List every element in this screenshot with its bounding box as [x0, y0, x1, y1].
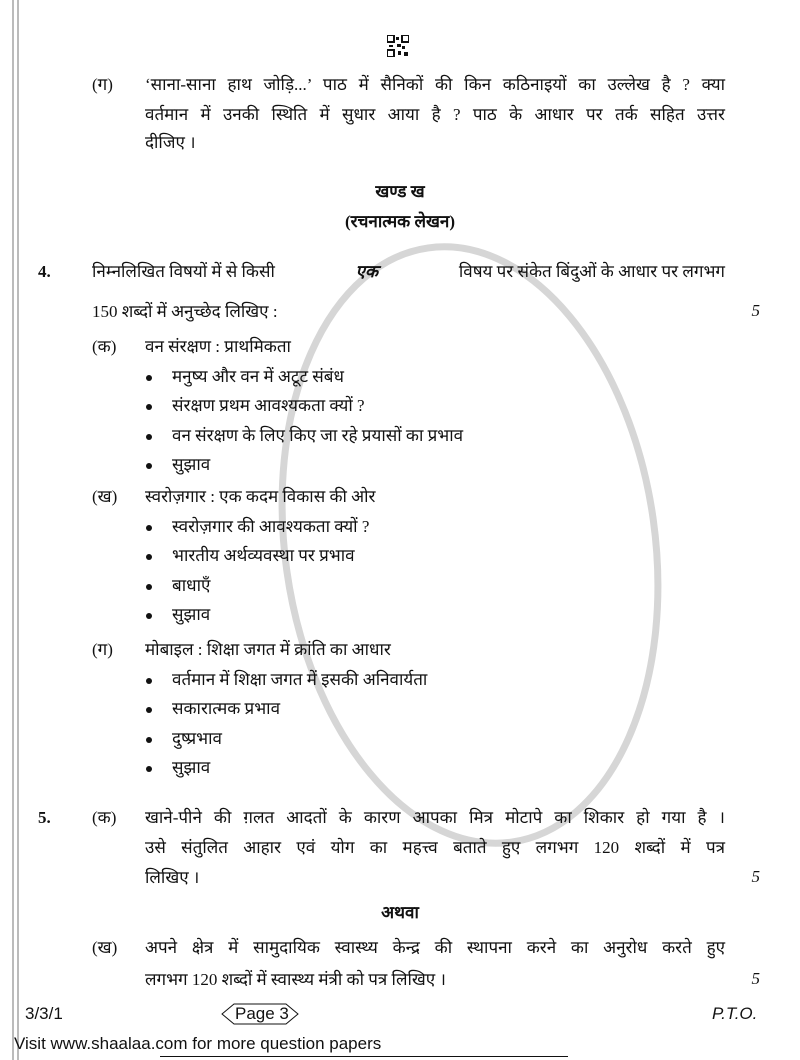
pto-label: P.T.O.	[712, 1004, 758, 1023]
bullet-icon	[146, 707, 152, 713]
question-text: लिखिए ।	[145, 868, 200, 887]
option-title: वन संरक्षण : प्राथमिकता	[145, 337, 291, 356]
question-text: अपने क्षेत्र में सामुदायिक स्वास्थ्य केन्द्र की स्थापना करने का अनुरोध करते हुए	[145, 938, 725, 957]
question-text: लगभग 120 शब्दों में स्वास्थ्य मंत्री को पत्र लिखिए ।	[145, 970, 446, 989]
bullet-icon	[146, 375, 152, 381]
bullet-point: बाधाएँ	[172, 576, 211, 595]
footer-rule	[160, 1056, 568, 1057]
question-text: उसे संतुलित आहार एवं योग का महत्त्व बताते हुए लगभग 120 शब्दों में पत्र	[145, 838, 725, 857]
bullet-icon	[146, 737, 152, 743]
question-number: 5.	[38, 808, 51, 827]
page-number: Page 3	[235, 1004, 289, 1023]
qr-code-icon	[387, 35, 409, 57]
question-text: खाने-पीने की ग़लत आदतों के कारण आपका मित्र मोटापे का शिकार हो गया है ।	[145, 808, 725, 827]
question-text-end: विषय पर संकेत बिंदुओं के आधार पर लगभग	[458, 262, 725, 281]
section-subtitle: (रचनात्मक लेखन)	[344, 212, 456, 231]
option-label: (ख)	[92, 487, 118, 506]
option-title: मोबाइल : शिक्षा जगत में क्रांति का आधार	[145, 640, 391, 659]
bullet-point: दुष्प्रभाव	[172, 729, 222, 748]
or-label: अथवा	[381, 903, 419, 922]
question-part-label: (ख)	[92, 938, 118, 957]
bullet-point: स्वरोज़गार की आवश्यकता क्यों ?	[172, 517, 370, 536]
question-text: दीजिए ।	[145, 133, 196, 152]
bullet-icon	[146, 554, 152, 560]
question-text: ‘साना-साना हाथ जोड़ि...’ पाठ में सैनिकों की किन कठिनाइयों का उल्लेख है ? क्या	[145, 75, 725, 94]
marks: 5	[751, 867, 760, 886]
bullet-point: संरक्षण प्रथम आवश्यकता क्यों ?	[172, 396, 365, 415]
question-number: 4.	[38, 262, 51, 281]
margin-rule	[12, 0, 14, 1060]
bullet-icon	[146, 404, 152, 410]
bullet-point: वन संरक्षण के लिए किए जा रहे प्रयासों का प्रभाव	[172, 426, 464, 445]
bullet-point: सुझाव	[172, 605, 211, 624]
option-label: (क)	[92, 337, 117, 356]
paper-code: 3/3/1	[25, 1004, 63, 1023]
section-title: खण्ड ख	[375, 182, 425, 201]
question-text: वर्तमान में उनकी स्थिति में सुधार आया है ? पाठ के आधार पर तर्क सहित उत्तर	[145, 105, 725, 124]
bullet-icon	[146, 766, 152, 772]
margin-rule	[17, 0, 19, 1060]
marks: 5	[751, 301, 760, 320]
bullet-point: भारतीय अर्थव्यवस्था पर प्रभाव	[172, 546, 355, 565]
question-text	[92, 261, 725, 283]
bullet-point: सकारात्मक प्रभाव	[172, 699, 281, 718]
question-part-label: (क)	[92, 808, 117, 827]
visit-link[interactable]: Visit www.shaalaa.com for more question papers	[14, 1034, 382, 1053]
bullet-icon	[146, 434, 152, 440]
bullet-point: सुझाव	[172, 758, 211, 777]
question-part-label: (ग)	[92, 75, 113, 94]
option-label: (ग)	[92, 640, 113, 659]
question-text: 150 शब्दों में अनुच्छेद लिखिए :	[92, 302, 278, 321]
bullet-point: सुझाव	[172, 455, 211, 474]
bullet-icon	[146, 613, 152, 619]
bullet-icon	[146, 584, 152, 590]
emphasis-word: एक	[355, 262, 379, 281]
bullet-icon	[146, 678, 152, 684]
bullet-icon	[146, 463, 152, 469]
option-title: स्वरोज़गार : एक कदम विकास की ओर	[145, 487, 376, 506]
bullet-point: वर्तमान में शिक्षा जगत में इसकी अनिवार्यता	[172, 670, 428, 689]
marks: 5	[751, 969, 760, 988]
bullet-icon	[146, 525, 152, 531]
question-text-start: निम्नलिखित विषयों में से किसी	[92, 262, 275, 281]
bullet-point: मनुष्य और वन में अटूट संबंध	[172, 367, 344, 386]
